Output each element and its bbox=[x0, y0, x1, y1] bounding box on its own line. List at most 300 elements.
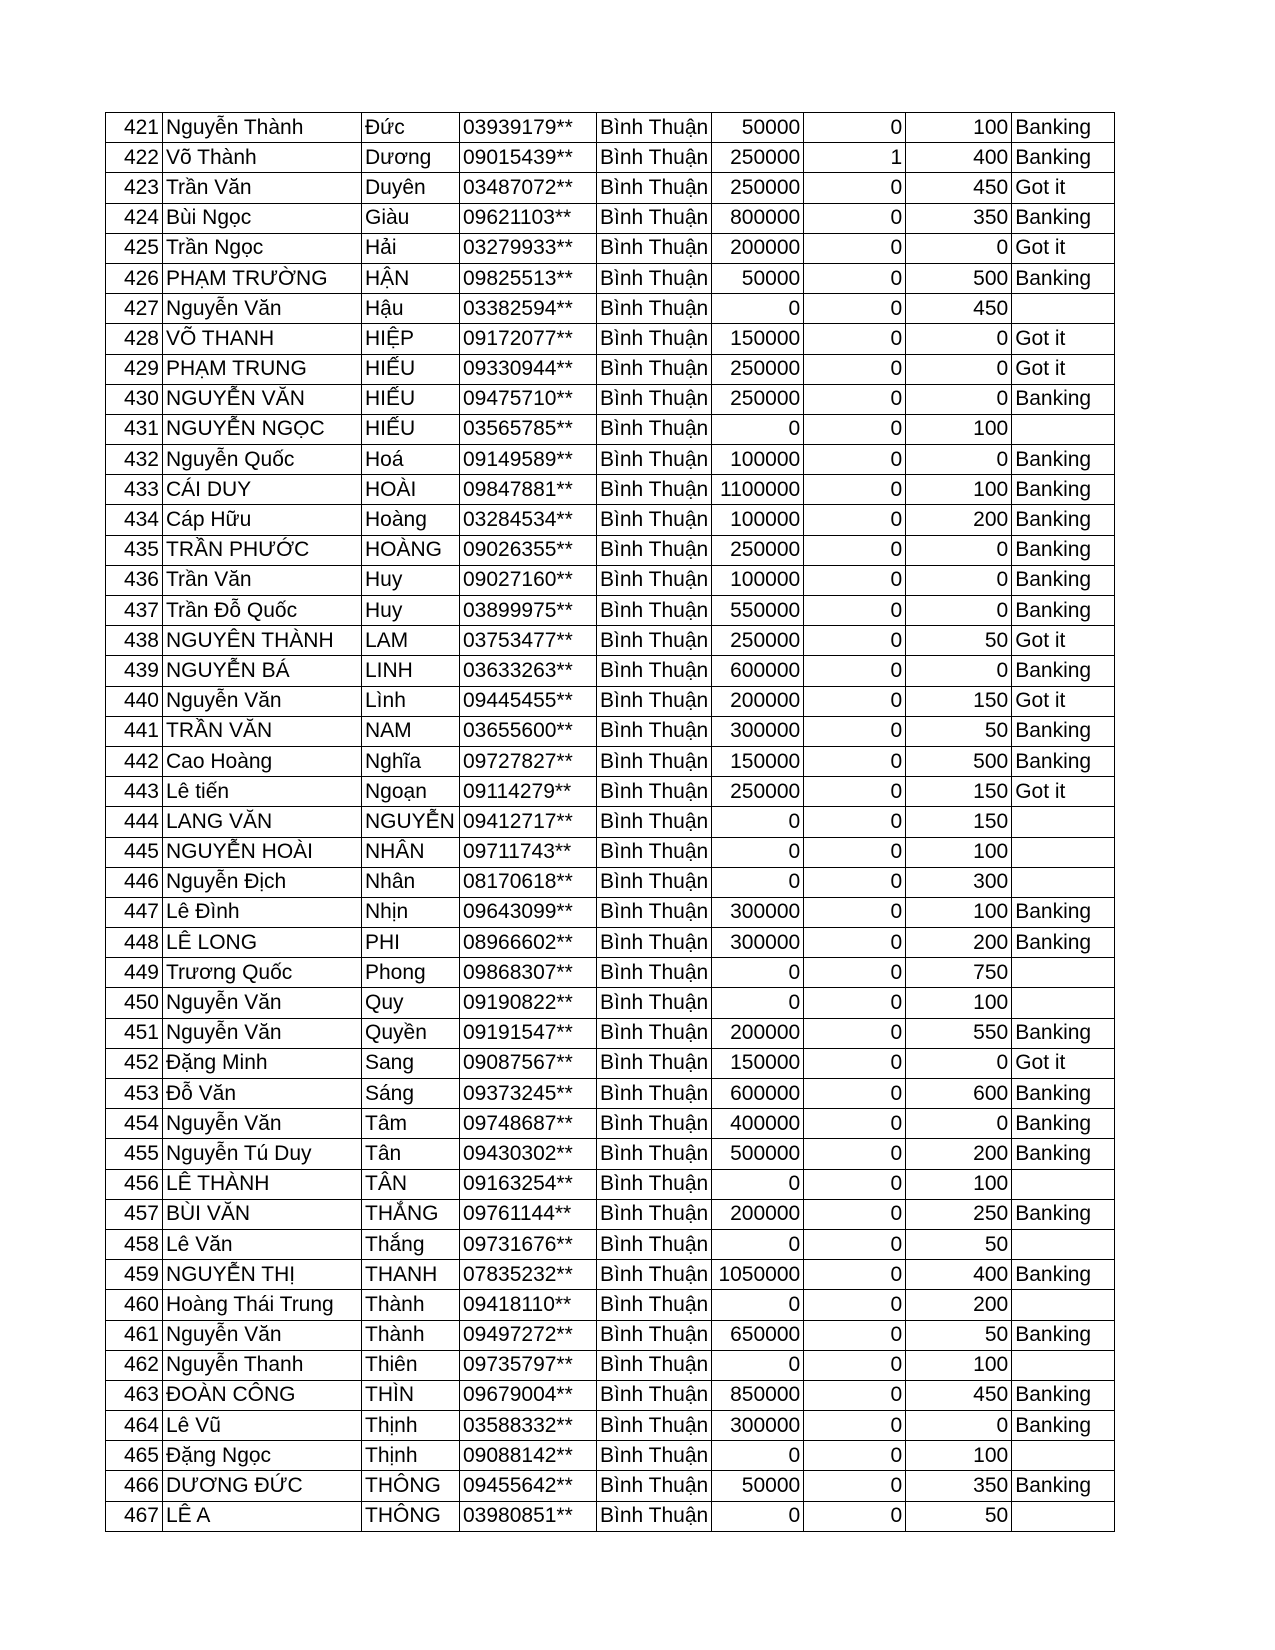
given-name-cell: Quy bbox=[362, 988, 460, 1018]
phone-cell: 03753477** bbox=[460, 626, 597, 656]
given-name-cell: Hậu bbox=[362, 294, 460, 324]
province-cell: Bình Thuận bbox=[597, 1229, 712, 1259]
surname-cell: Nguyễn Thành bbox=[163, 113, 362, 143]
phone-cell: 03382594** bbox=[460, 294, 597, 324]
province-cell: Bình Thuận bbox=[597, 173, 712, 203]
points-cell: 550 bbox=[906, 1018, 1012, 1048]
surname-cell: Nguyễn Văn bbox=[163, 988, 362, 1018]
table-row bbox=[106, 1320, 1115, 1350]
points-cell: 300 bbox=[906, 867, 1012, 897]
given-name-cell: NAM bbox=[362, 716, 460, 746]
given-name-cell: Giàu bbox=[362, 203, 460, 233]
payment-method-cell bbox=[1012, 867, 1115, 897]
surname-cell: TRẦN PHƯỚC bbox=[163, 535, 362, 565]
count-cell: 0 bbox=[804, 1471, 906, 1501]
amount-cell: 0 bbox=[712, 867, 804, 897]
given-name-cell: Thiên bbox=[362, 1350, 460, 1380]
row-number-cell: 461 bbox=[106, 1320, 163, 1350]
surname-cell: NGUYỄN THỊ bbox=[163, 1260, 362, 1290]
points-cell: 400 bbox=[906, 143, 1012, 173]
payment-method-cell: Banking bbox=[1012, 263, 1115, 293]
phone-cell: 09847881** bbox=[460, 475, 597, 505]
row-number-cell: 460 bbox=[106, 1290, 163, 1320]
payment-method-cell: Banking bbox=[1012, 475, 1115, 505]
given-name-cell: THẮNG bbox=[362, 1199, 460, 1229]
points-cell: 0 bbox=[906, 354, 1012, 384]
surname-cell: Bùi Ngọc bbox=[163, 203, 362, 233]
surname-cell: Nguyễn Văn bbox=[163, 1109, 362, 1139]
row-number-cell: 426 bbox=[106, 263, 163, 293]
points-cell: 450 bbox=[906, 294, 1012, 324]
surname-cell: LÊ A bbox=[163, 1501, 362, 1531]
payment-method-cell: Banking bbox=[1012, 1109, 1115, 1139]
points-cell: 150 bbox=[906, 807, 1012, 837]
row-number-cell: 425 bbox=[106, 233, 163, 263]
payment-method-cell: Got it bbox=[1012, 324, 1115, 354]
amount-cell: 250000 bbox=[712, 384, 804, 414]
province-cell: Bình Thuận bbox=[597, 958, 712, 988]
count-cell: 0 bbox=[804, 1380, 906, 1410]
phone-cell: 09430302** bbox=[460, 1139, 597, 1169]
surname-cell: Cao Hoàng bbox=[163, 746, 362, 776]
row-number-cell: 449 bbox=[106, 958, 163, 988]
points-cell: 100 bbox=[906, 1441, 1012, 1471]
payment-method-cell: Got it bbox=[1012, 686, 1115, 716]
phone-cell: 09455642** bbox=[460, 1471, 597, 1501]
amount-cell: 150000 bbox=[712, 324, 804, 354]
count-cell: 0 bbox=[804, 988, 906, 1018]
points-cell: 50 bbox=[906, 716, 1012, 746]
count-cell: 0 bbox=[804, 656, 906, 686]
count-cell: 0 bbox=[804, 1048, 906, 1078]
province-cell: Bình Thuận bbox=[597, 324, 712, 354]
row-number-cell: 424 bbox=[106, 203, 163, 233]
payment-method-cell: Banking bbox=[1012, 1411, 1115, 1441]
row-number-cell: 451 bbox=[106, 1018, 163, 1048]
surname-cell: Võ Thành bbox=[163, 143, 362, 173]
points-cell: 200 bbox=[906, 1290, 1012, 1320]
amount-cell: 500000 bbox=[712, 1139, 804, 1169]
table-row bbox=[106, 596, 1115, 626]
province-cell: Bình Thuận bbox=[597, 716, 712, 746]
amount-cell: 300000 bbox=[712, 1411, 804, 1441]
points-cell: 0 bbox=[906, 596, 1012, 626]
surname-cell: PHẠM TRƯỜNG bbox=[163, 263, 362, 293]
table-row bbox=[106, 294, 1115, 324]
count-cell: 0 bbox=[804, 1260, 906, 1290]
province-cell: Bình Thuận bbox=[597, 777, 712, 807]
row-number-cell: 422 bbox=[106, 143, 163, 173]
province-cell: Bình Thuận bbox=[597, 626, 712, 656]
points-cell: 0 bbox=[906, 324, 1012, 354]
count-cell: 0 bbox=[804, 867, 906, 897]
province-cell: Bình Thuận bbox=[597, 1018, 712, 1048]
province-cell: Bình Thuận bbox=[597, 1199, 712, 1229]
points-cell: 0 bbox=[906, 1411, 1012, 1441]
points-cell: 50 bbox=[906, 1229, 1012, 1259]
given-name-cell: Lình bbox=[362, 686, 460, 716]
payment-method-cell: Banking bbox=[1012, 656, 1115, 686]
payment-method-cell: Banking bbox=[1012, 716, 1115, 746]
points-cell: 100 bbox=[906, 475, 1012, 505]
row-number-cell: 437 bbox=[106, 596, 163, 626]
amount-cell: 600000 bbox=[712, 1079, 804, 1109]
table-body bbox=[106, 113, 1115, 1532]
surname-cell: Nguyễn Văn bbox=[163, 1018, 362, 1048]
points-cell: 0 bbox=[906, 233, 1012, 263]
payment-method-cell: Banking bbox=[1012, 1079, 1115, 1109]
given-name-cell: HẬN bbox=[362, 263, 460, 293]
payment-method-cell: Banking bbox=[1012, 1018, 1115, 1048]
phone-cell: 09679004** bbox=[460, 1380, 597, 1410]
count-cell: 0 bbox=[804, 1139, 906, 1169]
amount-cell: 650000 bbox=[712, 1320, 804, 1350]
payment-method-cell: Banking bbox=[1012, 897, 1115, 927]
table-row bbox=[106, 263, 1115, 293]
points-cell: 250 bbox=[906, 1199, 1012, 1229]
phone-cell: 09748687** bbox=[460, 1109, 597, 1139]
amount-cell: 1100000 bbox=[712, 475, 804, 505]
table-row bbox=[106, 1501, 1115, 1531]
payment-method-cell bbox=[1012, 414, 1115, 444]
count-cell: 0 bbox=[804, 837, 906, 867]
amount-cell: 50000 bbox=[712, 1471, 804, 1501]
given-name-cell: Huy bbox=[362, 596, 460, 626]
phone-cell: 09825513** bbox=[460, 263, 597, 293]
phone-cell: 09475710** bbox=[460, 384, 597, 414]
row-number-cell: 421 bbox=[106, 113, 163, 143]
table-row bbox=[106, 626, 1115, 656]
points-cell: 100 bbox=[906, 1169, 1012, 1199]
phone-cell: 09163254** bbox=[460, 1169, 597, 1199]
phone-cell: 09373245** bbox=[460, 1079, 597, 1109]
payment-method-cell bbox=[1012, 958, 1115, 988]
points-cell: 100 bbox=[906, 414, 1012, 444]
phone-cell: 09172077** bbox=[460, 324, 597, 354]
amount-cell: 200000 bbox=[712, 1018, 804, 1048]
given-name-cell: NGUYỄN bbox=[362, 807, 460, 837]
points-cell: 750 bbox=[906, 958, 1012, 988]
row-number-cell: 434 bbox=[106, 505, 163, 535]
amount-cell: 250000 bbox=[712, 777, 804, 807]
amount-cell: 0 bbox=[712, 1169, 804, 1199]
given-name-cell: LAM bbox=[362, 626, 460, 656]
surname-cell: Lê tiến bbox=[163, 777, 362, 807]
phone-cell: 08966602** bbox=[460, 928, 597, 958]
surname-cell: NGUYỄN HOÀI bbox=[163, 837, 362, 867]
row-number-cell: 440 bbox=[106, 686, 163, 716]
province-cell: Bình Thuận bbox=[597, 746, 712, 776]
given-name-cell: NHÂN bbox=[362, 837, 460, 867]
phone-cell: 09412717** bbox=[460, 807, 597, 837]
phone-cell: 09711743** bbox=[460, 837, 597, 867]
amount-cell: 250000 bbox=[712, 173, 804, 203]
count-cell: 0 bbox=[804, 324, 906, 354]
surname-cell: TRẦN VĂN bbox=[163, 716, 362, 746]
phone-cell: 03565785** bbox=[460, 414, 597, 444]
given-name-cell: Sang bbox=[362, 1048, 460, 1078]
province-cell: Bình Thuận bbox=[597, 807, 712, 837]
amount-cell: 150000 bbox=[712, 1048, 804, 1078]
payment-method-cell: Banking bbox=[1012, 384, 1115, 414]
phone-cell: 03279933** bbox=[460, 233, 597, 263]
payment-method-cell: Banking bbox=[1012, 113, 1115, 143]
payment-method-cell: Banking bbox=[1012, 535, 1115, 565]
points-cell: 0 bbox=[906, 565, 1012, 595]
phone-cell: 03487072** bbox=[460, 173, 597, 203]
amount-cell: 250000 bbox=[712, 535, 804, 565]
table-row bbox=[106, 1229, 1115, 1259]
count-cell: 0 bbox=[804, 1320, 906, 1350]
count-cell: 0 bbox=[804, 746, 906, 776]
surname-cell: LANG VĂN bbox=[163, 807, 362, 837]
payment-method-cell: Banking bbox=[1012, 1139, 1115, 1169]
row-number-cell: 423 bbox=[106, 173, 163, 203]
count-cell: 0 bbox=[804, 958, 906, 988]
row-number-cell: 450 bbox=[106, 988, 163, 1018]
given-name-cell: Huy bbox=[362, 565, 460, 595]
given-name-cell: HIẾU bbox=[362, 384, 460, 414]
province-cell: Bình Thuận bbox=[597, 263, 712, 293]
payment-method-cell bbox=[1012, 837, 1115, 867]
points-cell: 350 bbox=[906, 1471, 1012, 1501]
province-cell: Bình Thuận bbox=[597, 294, 712, 324]
points-cell: 200 bbox=[906, 928, 1012, 958]
table-row bbox=[106, 143, 1115, 173]
phone-cell: 09191547** bbox=[460, 1018, 597, 1048]
count-cell: 0 bbox=[804, 1229, 906, 1259]
row-number-cell: 429 bbox=[106, 354, 163, 384]
given-name-cell: HOÀI bbox=[362, 475, 460, 505]
payment-method-cell: Got it bbox=[1012, 354, 1115, 384]
count-cell: 0 bbox=[804, 1079, 906, 1109]
points-cell: 200 bbox=[906, 1139, 1012, 1169]
row-number-cell: 444 bbox=[106, 807, 163, 837]
given-name-cell: THÔNG bbox=[362, 1471, 460, 1501]
given-name-cell: Hoàng bbox=[362, 505, 460, 535]
points-cell: 0 bbox=[906, 656, 1012, 686]
given-name-cell: Sáng bbox=[362, 1079, 460, 1109]
given-name-cell: Duyên bbox=[362, 173, 460, 203]
count-cell: 0 bbox=[804, 535, 906, 565]
row-number-cell: 462 bbox=[106, 1350, 163, 1380]
province-cell: Bình Thuận bbox=[597, 233, 712, 263]
province-cell: Bình Thuận bbox=[597, 596, 712, 626]
count-cell: 0 bbox=[804, 384, 906, 414]
row-number-cell: 463 bbox=[106, 1380, 163, 1410]
payment-method-cell: Banking bbox=[1012, 928, 1115, 958]
payment-method-cell bbox=[1012, 1350, 1115, 1380]
points-cell: 600 bbox=[906, 1079, 1012, 1109]
payment-method-cell: Banking bbox=[1012, 1320, 1115, 1350]
given-name-cell: Phong bbox=[362, 958, 460, 988]
table-row bbox=[106, 1169, 1115, 1199]
surname-cell: NGUYỄN NGỌC bbox=[163, 414, 362, 444]
surname-cell: LÊ THÀNH bbox=[163, 1169, 362, 1199]
surname-cell: Trần Văn bbox=[163, 565, 362, 595]
province-cell: Bình Thuận bbox=[597, 1471, 712, 1501]
count-cell: 0 bbox=[804, 596, 906, 626]
phone-cell: 09868307** bbox=[460, 958, 597, 988]
surname-cell: NGUYỄN VĂN bbox=[163, 384, 362, 414]
province-cell: Bình Thuận bbox=[597, 505, 712, 535]
amount-cell: 0 bbox=[712, 1350, 804, 1380]
count-cell: 0 bbox=[804, 294, 906, 324]
surname-cell: Trương Quốc bbox=[163, 958, 362, 988]
given-name-cell: LINH bbox=[362, 656, 460, 686]
amount-cell: 0 bbox=[712, 807, 804, 837]
surname-cell: Lê Vũ bbox=[163, 1411, 362, 1441]
payment-method-cell bbox=[1012, 988, 1115, 1018]
phone-cell: 09445455** bbox=[460, 686, 597, 716]
row-number-cell: 443 bbox=[106, 777, 163, 807]
given-name-cell: HIẾU bbox=[362, 414, 460, 444]
surname-cell: Trần Ngọc bbox=[163, 233, 362, 263]
data-table bbox=[105, 112, 1115, 1532]
table-row bbox=[106, 1380, 1115, 1410]
row-number-cell: 465 bbox=[106, 1441, 163, 1471]
count-cell: 0 bbox=[804, 354, 906, 384]
row-number-cell: 457 bbox=[106, 1199, 163, 1229]
points-cell: 100 bbox=[906, 1350, 1012, 1380]
payment-method-cell: Banking bbox=[1012, 1199, 1115, 1229]
given-name-cell: THÌN bbox=[362, 1380, 460, 1410]
count-cell: 0 bbox=[804, 716, 906, 746]
table-row bbox=[106, 897, 1115, 927]
table-row bbox=[106, 1411, 1115, 1441]
province-cell: Bình Thuận bbox=[597, 656, 712, 686]
payment-method-cell: Banking bbox=[1012, 203, 1115, 233]
points-cell: 100 bbox=[906, 113, 1012, 143]
province-cell: Bình Thuận bbox=[597, 354, 712, 384]
surname-cell: PHẠM TRUNG bbox=[163, 354, 362, 384]
points-cell: 150 bbox=[906, 777, 1012, 807]
count-cell: 0 bbox=[804, 686, 906, 716]
phone-cell: 09114279** bbox=[460, 777, 597, 807]
count-cell: 0 bbox=[804, 626, 906, 656]
count-cell: 0 bbox=[804, 173, 906, 203]
count-cell: 0 bbox=[804, 1109, 906, 1139]
amount-cell: 0 bbox=[712, 1501, 804, 1531]
amount-cell: 100000 bbox=[712, 505, 804, 535]
surname-cell: Đỗ Văn bbox=[163, 1079, 362, 1109]
table-row bbox=[106, 988, 1115, 1018]
province-cell: Bình Thuận bbox=[597, 1350, 712, 1380]
table-row bbox=[106, 384, 1115, 414]
amount-cell: 100000 bbox=[712, 445, 804, 475]
surname-cell: BÙI VĂN bbox=[163, 1199, 362, 1229]
province-cell: Bình Thuận bbox=[597, 113, 712, 143]
surname-cell: Nguyễn Tú Duy bbox=[163, 1139, 362, 1169]
amount-cell: 300000 bbox=[712, 716, 804, 746]
points-cell: 0 bbox=[906, 535, 1012, 565]
payment-method-cell: Got it bbox=[1012, 1048, 1115, 1078]
row-number-cell: 431 bbox=[106, 414, 163, 444]
given-name-cell: TÂN bbox=[362, 1169, 460, 1199]
row-number-cell: 455 bbox=[106, 1139, 163, 1169]
payment-method-cell: Banking bbox=[1012, 746, 1115, 776]
count-cell: 0 bbox=[804, 414, 906, 444]
payment-method-cell: Banking bbox=[1012, 1380, 1115, 1410]
amount-cell: 250000 bbox=[712, 354, 804, 384]
province-cell: Bình Thuận bbox=[597, 1411, 712, 1441]
given-name-cell: Dương bbox=[362, 143, 460, 173]
province-cell: Bình Thuận bbox=[597, 535, 712, 565]
count-cell: 0 bbox=[804, 263, 906, 293]
table-row bbox=[106, 1471, 1115, 1501]
given-name-cell: Nhịn bbox=[362, 897, 460, 927]
province-cell: Bình Thuận bbox=[597, 1380, 712, 1410]
payment-method-cell: Banking bbox=[1012, 445, 1115, 475]
table-row bbox=[106, 1350, 1115, 1380]
amount-cell: 0 bbox=[712, 988, 804, 1018]
surname-cell: NGUYÊN THÀNH bbox=[163, 626, 362, 656]
surname-cell: Lê Văn bbox=[163, 1229, 362, 1259]
province-cell: Bình Thuận bbox=[597, 1079, 712, 1109]
amount-cell: 250000 bbox=[712, 143, 804, 173]
table-row bbox=[106, 173, 1115, 203]
count-cell: 0 bbox=[804, 113, 906, 143]
payment-method-cell: Banking bbox=[1012, 596, 1115, 626]
amount-cell: 550000 bbox=[712, 596, 804, 626]
province-cell: Bình Thuận bbox=[597, 867, 712, 897]
surname-cell: Nguyễn Văn bbox=[163, 294, 362, 324]
row-number-cell: 459 bbox=[106, 1260, 163, 1290]
surname-cell: Nguyễn Văn bbox=[163, 686, 362, 716]
row-number-cell: 438 bbox=[106, 626, 163, 656]
surname-cell: Trần Đỗ Quốc bbox=[163, 596, 362, 626]
surname-cell: VÕ THANH bbox=[163, 324, 362, 354]
given-name-cell: Hải bbox=[362, 233, 460, 263]
amount-cell: 300000 bbox=[712, 897, 804, 927]
amount-cell: 0 bbox=[712, 1229, 804, 1259]
count-cell: 0 bbox=[804, 203, 906, 233]
given-name-cell: Ngoạn bbox=[362, 777, 460, 807]
points-cell: 0 bbox=[906, 445, 1012, 475]
phone-cell: 09731676** bbox=[460, 1229, 597, 1259]
given-name-cell: Tâm bbox=[362, 1109, 460, 1139]
province-cell: Bình Thuận bbox=[597, 837, 712, 867]
count-cell: 0 bbox=[804, 1411, 906, 1441]
amount-cell: 1050000 bbox=[712, 1260, 804, 1290]
province-cell: Bình Thuận bbox=[597, 1139, 712, 1169]
given-name-cell: Quyền bbox=[362, 1018, 460, 1048]
phone-cell: 09643099** bbox=[460, 897, 597, 927]
count-cell: 0 bbox=[804, 1501, 906, 1531]
table-row bbox=[106, 535, 1115, 565]
count-cell: 0 bbox=[804, 445, 906, 475]
points-cell: 500 bbox=[906, 263, 1012, 293]
table-row bbox=[106, 203, 1115, 233]
row-number-cell: 464 bbox=[106, 1411, 163, 1441]
province-cell: Bình Thuận bbox=[597, 897, 712, 927]
amount-cell: 200000 bbox=[712, 233, 804, 263]
phone-cell: 03939179** bbox=[460, 113, 597, 143]
row-number-cell: 456 bbox=[106, 1169, 163, 1199]
table-row bbox=[106, 928, 1115, 958]
province-cell: Bình Thuận bbox=[597, 988, 712, 1018]
phone-cell: 03633263** bbox=[460, 656, 597, 686]
row-number-cell: 430 bbox=[106, 384, 163, 414]
province-cell: Bình Thuận bbox=[597, 445, 712, 475]
phone-cell: 03284534** bbox=[460, 505, 597, 535]
amount-cell: 800000 bbox=[712, 203, 804, 233]
row-number-cell: 435 bbox=[106, 535, 163, 565]
table-row bbox=[106, 505, 1115, 535]
table-row bbox=[106, 807, 1115, 837]
table-row bbox=[106, 958, 1115, 988]
phone-cell: 03899975** bbox=[460, 596, 597, 626]
